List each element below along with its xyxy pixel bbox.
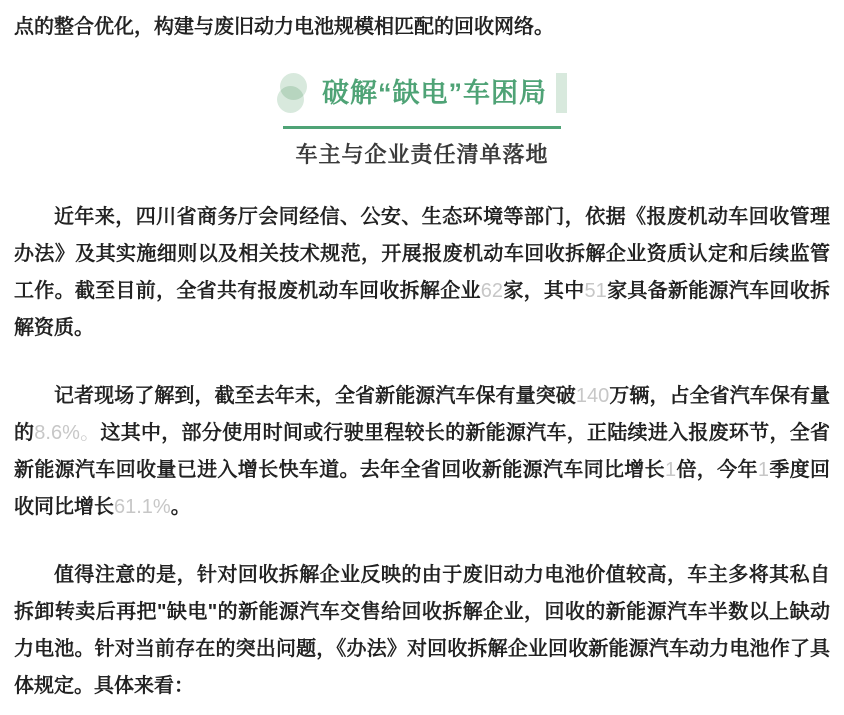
highlight-number: 1: [757, 459, 769, 481]
highlight-number: 140: [575, 385, 610, 407]
intro-line: 点的整合优化，构建与废旧动力电池规模相匹配的回收网络。: [14, 16, 554, 38]
section-subtitle: 车主与企业责任清单落地: [295, 142, 549, 167]
text-segment: 。: [170, 496, 191, 518]
overlapping-circles-icon: [277, 73, 307, 113]
text-segment: 家具备新能源汽车回收拆解资质。: [14, 280, 831, 339]
section-header: [14, 73, 830, 169]
text-segment: 万辆，占全省汽车保有量的: [14, 385, 831, 444]
text-segment: 季度回收同比增长: [14, 459, 830, 518]
text-segment: 近年来，四川省商务厅会同经信、公安、生态环境等部门，依据《报废机动车回收管理办法》及其实施细则以及相关技术规范，开展报废机动车回收拆解企业资质认定和后续监管工作。截至目前，全省共有报废机动车回收拆解企业: [14, 206, 830, 302]
vertical-bar-decoration: [556, 73, 567, 113]
highlight-number: 61.1%: [114, 496, 171, 518]
circle-bottom-icon: [277, 86, 304, 113]
text-segment: 家，其中: [503, 280, 585, 302]
text-segment: 记者现场了解到，截至去年末，全省新能源汽车保有量突破: [54, 385, 576, 407]
text-segment: 值得注意的是，针对回收拆解企业反映的由于废旧动力电池价值较高，车主多将其私自拆卸转卖后再把"缺电"的新能源汽车交售给回收拆解企业，回收的新能源汽车半数以上缺动力电池。针对当前存在的突出问题，《办法》对回收拆解企业回收新能源汽车动力电池作了具体规定。具体来看：: [14, 564, 830, 697]
highlight-number: 1: [665, 459, 677, 481]
article-body: [14, 199, 830, 705]
text-segment: 倍，今年: [676, 459, 758, 481]
highlight-number: 8.6%。: [34, 422, 101, 444]
paragraph: [14, 199, 830, 347]
highlight-number: 51: [584, 280, 607, 302]
paragraph: [14, 378, 830, 526]
paragraph: [14, 557, 830, 705]
divider-line: [283, 126, 561, 129]
section-title-row: [14, 73, 830, 113]
highlight-number: 62: [480, 280, 504, 302]
section-title: 破解“缺电”车困局: [322, 78, 547, 108]
text-segment: 这其中，部分使用时间或行驶里程较长的新能源汽车，正陆续进入报废环节，全省新能源汽车回收量已进入增长快车道。去年全省回收新能源汽车同比增长: [14, 422, 831, 481]
